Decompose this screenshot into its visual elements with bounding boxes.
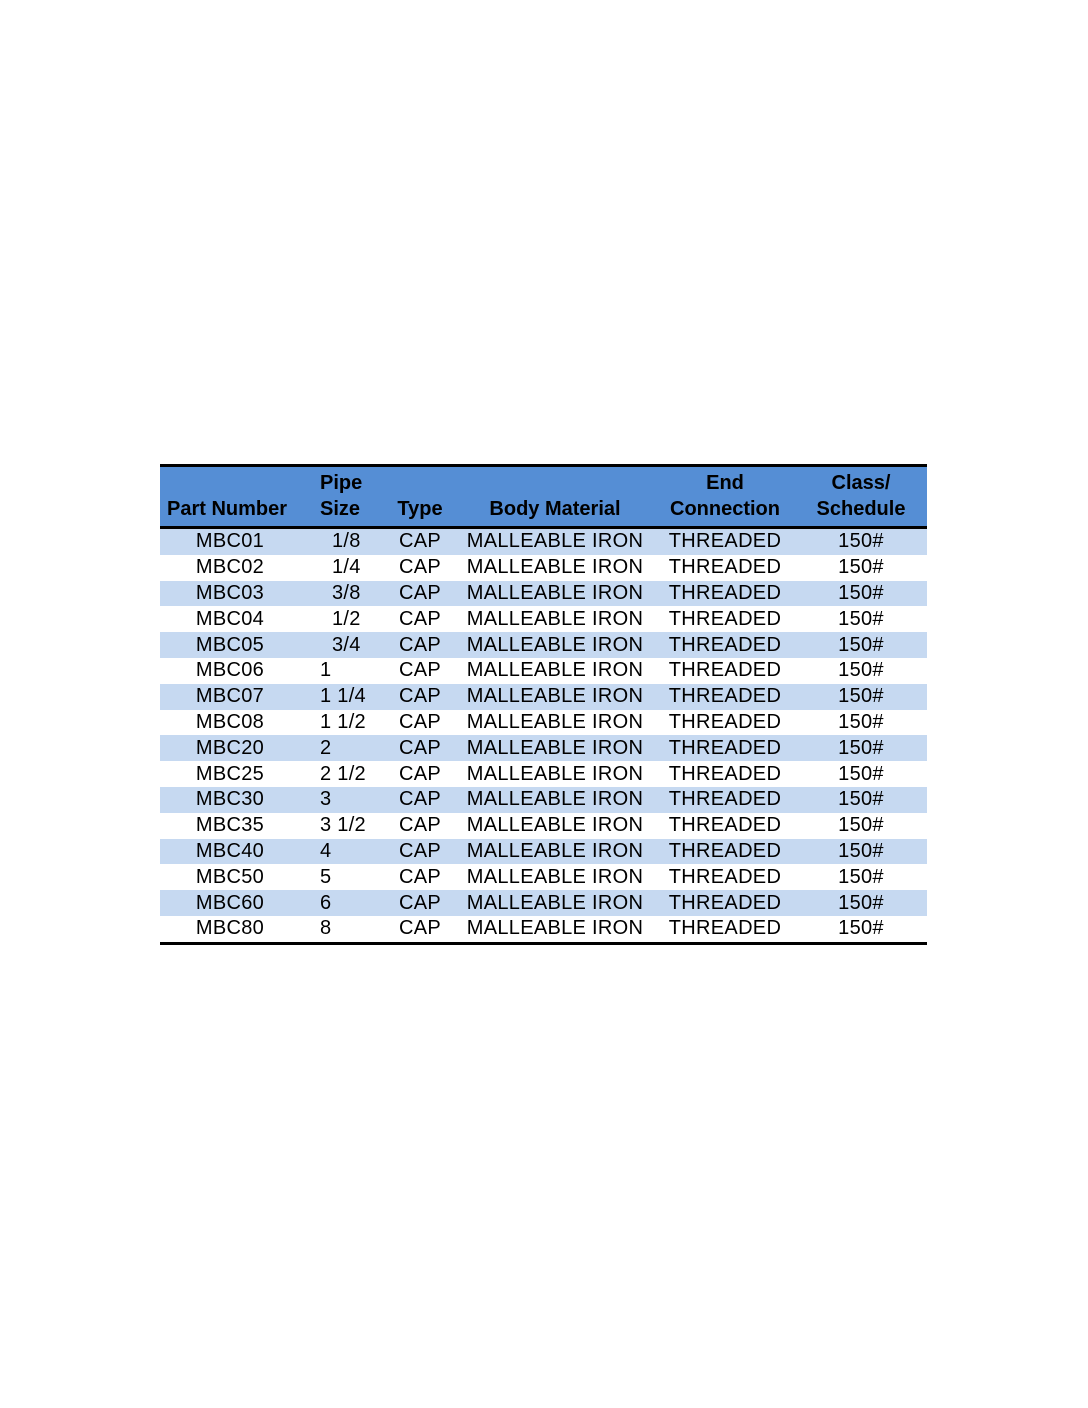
cell-part-number: MBC40 <box>195 839 265 862</box>
table-row <box>160 606 927 632</box>
cell-class-schedule: 150# <box>838 839 884 862</box>
cell-end-connection: THREADED <box>668 839 782 862</box>
cell-pipe-size: 1/4 <box>332 556 361 579</box>
cell-body-material: MALLEABLE IRON <box>466 736 644 759</box>
cell-class-schedule: 150# <box>838 736 884 759</box>
cell-part-number: MBC05 <box>195 633 265 656</box>
header-body-material: Body Material <box>455 466 655 528</box>
cell-class-schedule: 150# <box>838 530 884 553</box>
cell-body-material: MALLEABLE IRON <box>466 581 644 604</box>
cell-type: CAP <box>398 659 442 682</box>
header-part-number: Part Number <box>160 466 300 528</box>
table-row <box>160 839 927 865</box>
cell-body-material: MALLEABLE IRON <box>466 607 644 630</box>
cell-type: CAP <box>385 916 455 943</box>
cell-part-number: MBC01 <box>195 530 265 553</box>
table-row <box>160 916 927 943</box>
cell-pipe-size: 1 1/2 <box>320 710 366 733</box>
header-type: Type <box>385 466 455 528</box>
cell-class-schedule: 150# <box>838 659 884 682</box>
cell-body-material: MALLEABLE IRON <box>466 788 644 811</box>
cell-part-number: MBC03 <box>195 581 265 604</box>
cell-type: CAP <box>398 581 442 604</box>
cell-end-connection: THREADED <box>668 814 782 837</box>
cell-type: CAP <box>398 865 442 888</box>
cell-pipe-size: 3 <box>320 788 332 811</box>
table-row <box>160 735 927 761</box>
cell-end-connection: THREADED <box>668 891 782 914</box>
cell-class-schedule: 150# <box>838 685 884 708</box>
table-row <box>160 761 927 787</box>
cell-type: CAP <box>398 814 442 837</box>
cell-class-schedule: 150# <box>838 556 884 579</box>
cell-end-connection: THREADED <box>668 865 782 888</box>
cell-body-material: MALLEABLE IRON <box>466 685 644 708</box>
cell-pipe-size: 2 1/2 <box>320 762 366 785</box>
cell-pipe-size: 3/8 <box>332 581 361 604</box>
cell-end-connection: THREADED <box>668 659 782 682</box>
cell-class-schedule: 150# <box>838 762 884 785</box>
table-row <box>160 581 927 607</box>
cell-end-connection: THREADED <box>668 556 782 579</box>
cell-class-schedule: 150# <box>838 607 884 630</box>
table-row <box>160 684 927 710</box>
cell-type: CAP <box>398 891 442 914</box>
cell-type: CAP <box>398 607 442 630</box>
cell-class-schedule: 150# <box>838 814 884 837</box>
cell-type: CAP <box>398 685 442 708</box>
product-table <box>160 464 927 945</box>
cell-end-connection: THREADED <box>655 916 795 943</box>
cell-part-number: MBC20 <box>195 736 265 759</box>
cell-body-material: MALLEABLE IRON <box>466 814 644 837</box>
cell-body-material: MALLEABLE IRON <box>466 710 644 733</box>
cell-type: CAP <box>398 736 442 759</box>
cell-pipe-size: 3 1/2 <box>320 814 366 837</box>
cell-part-number: MBC02 <box>195 556 265 579</box>
cell-end-connection: THREADED <box>668 633 782 656</box>
table-row <box>160 710 927 736</box>
cell-pipe-size: 4 <box>320 839 332 862</box>
cell-end-connection: THREADED <box>668 530 782 553</box>
header-pipe-size: Pipe Size <box>300 466 385 528</box>
table-row <box>160 864 927 890</box>
cell-part-number: MBC35 <box>195 814 265 837</box>
cell-class-schedule: 150# <box>838 865 884 888</box>
table-row <box>160 528 927 555</box>
cell-class-schedule: 150# <box>838 633 884 656</box>
cell-part-number: MBC07 <box>195 685 265 708</box>
cell-pipe-size: 1/2 <box>332 607 361 630</box>
cell-pipe-size: 1/8 <box>332 530 361 553</box>
cell-pipe-size: 1 <box>320 659 332 682</box>
cell-body-material: MALLEABLE IRON <box>466 865 644 888</box>
cell-end-connection: THREADED <box>668 710 782 733</box>
cell-body-material: MALLEABLE IRON <box>466 633 644 656</box>
cell-body-material: MALLEABLE IRON <box>466 530 644 553</box>
cell-part-number: MBC60 <box>195 891 265 914</box>
cell-end-connection: THREADED <box>668 607 782 630</box>
header-end-connection: End Connection <box>655 466 795 528</box>
cell-body-material: MALLEABLE IRON <box>455 916 655 943</box>
cell-pipe-size: 6 <box>320 891 332 914</box>
table-row <box>160 632 927 658</box>
cell-part-number: MBC80 <box>160 916 300 943</box>
cell-pipe-size: 1 1/4 <box>320 685 366 708</box>
cell-end-connection: THREADED <box>668 788 782 811</box>
cell-end-connection: THREADED <box>668 736 782 759</box>
table-row <box>160 813 927 839</box>
cell-body-material: MALLEABLE IRON <box>466 556 644 579</box>
header-class-schedule: Class/ Schedule <box>795 466 927 528</box>
table-row <box>160 658 927 684</box>
cell-part-number: MBC08 <box>195 710 265 733</box>
cell-type: CAP <box>398 530 442 553</box>
cell-pipe-size: 8 <box>300 916 385 943</box>
table-header <box>160 466 927 528</box>
table-row <box>160 890 927 916</box>
cell-class-schedule: 150# <box>838 710 884 733</box>
cell-body-material: MALLEABLE IRON <box>466 762 644 785</box>
cell-type: CAP <box>398 762 442 785</box>
cell-class-schedule: 150# <box>838 581 884 604</box>
cell-pipe-size: 2 <box>320 736 332 759</box>
cell-pipe-size: 5 <box>320 865 332 888</box>
cell-part-number: MBC06 <box>195 659 265 682</box>
header-row <box>160 466 927 528</box>
cell-part-number: MBC50 <box>195 865 265 888</box>
cell-part-number: MBC04 <box>195 607 265 630</box>
cell-body-material: MALLEABLE IRON <box>466 659 644 682</box>
cell-body-material: MALLEABLE IRON <box>466 891 644 914</box>
cell-body-material: MALLEABLE IRON <box>466 839 644 862</box>
cell-class-schedule: 150# <box>838 891 884 914</box>
cell-type: CAP <box>398 556 442 579</box>
cell-class-schedule: 150# <box>795 916 927 943</box>
cell-end-connection: THREADED <box>668 685 782 708</box>
cell-class-schedule: 150# <box>838 788 884 811</box>
cell-pipe-size: 3/4 <box>332 633 361 656</box>
cell-part-number: MBC30 <box>195 788 265 811</box>
cell-part-number: MBC25 <box>195 762 265 785</box>
cell-type: CAP <box>398 710 442 733</box>
table-body <box>160 528 927 944</box>
cell-type: CAP <box>398 788 442 811</box>
cell-type: CAP <box>398 633 442 656</box>
cell-end-connection: THREADED <box>668 581 782 604</box>
product-table-container <box>160 464 927 945</box>
table-row <box>160 787 927 813</box>
cell-type: CAP <box>398 839 442 862</box>
table-row <box>160 555 927 581</box>
cell-end-connection: THREADED <box>668 762 782 785</box>
